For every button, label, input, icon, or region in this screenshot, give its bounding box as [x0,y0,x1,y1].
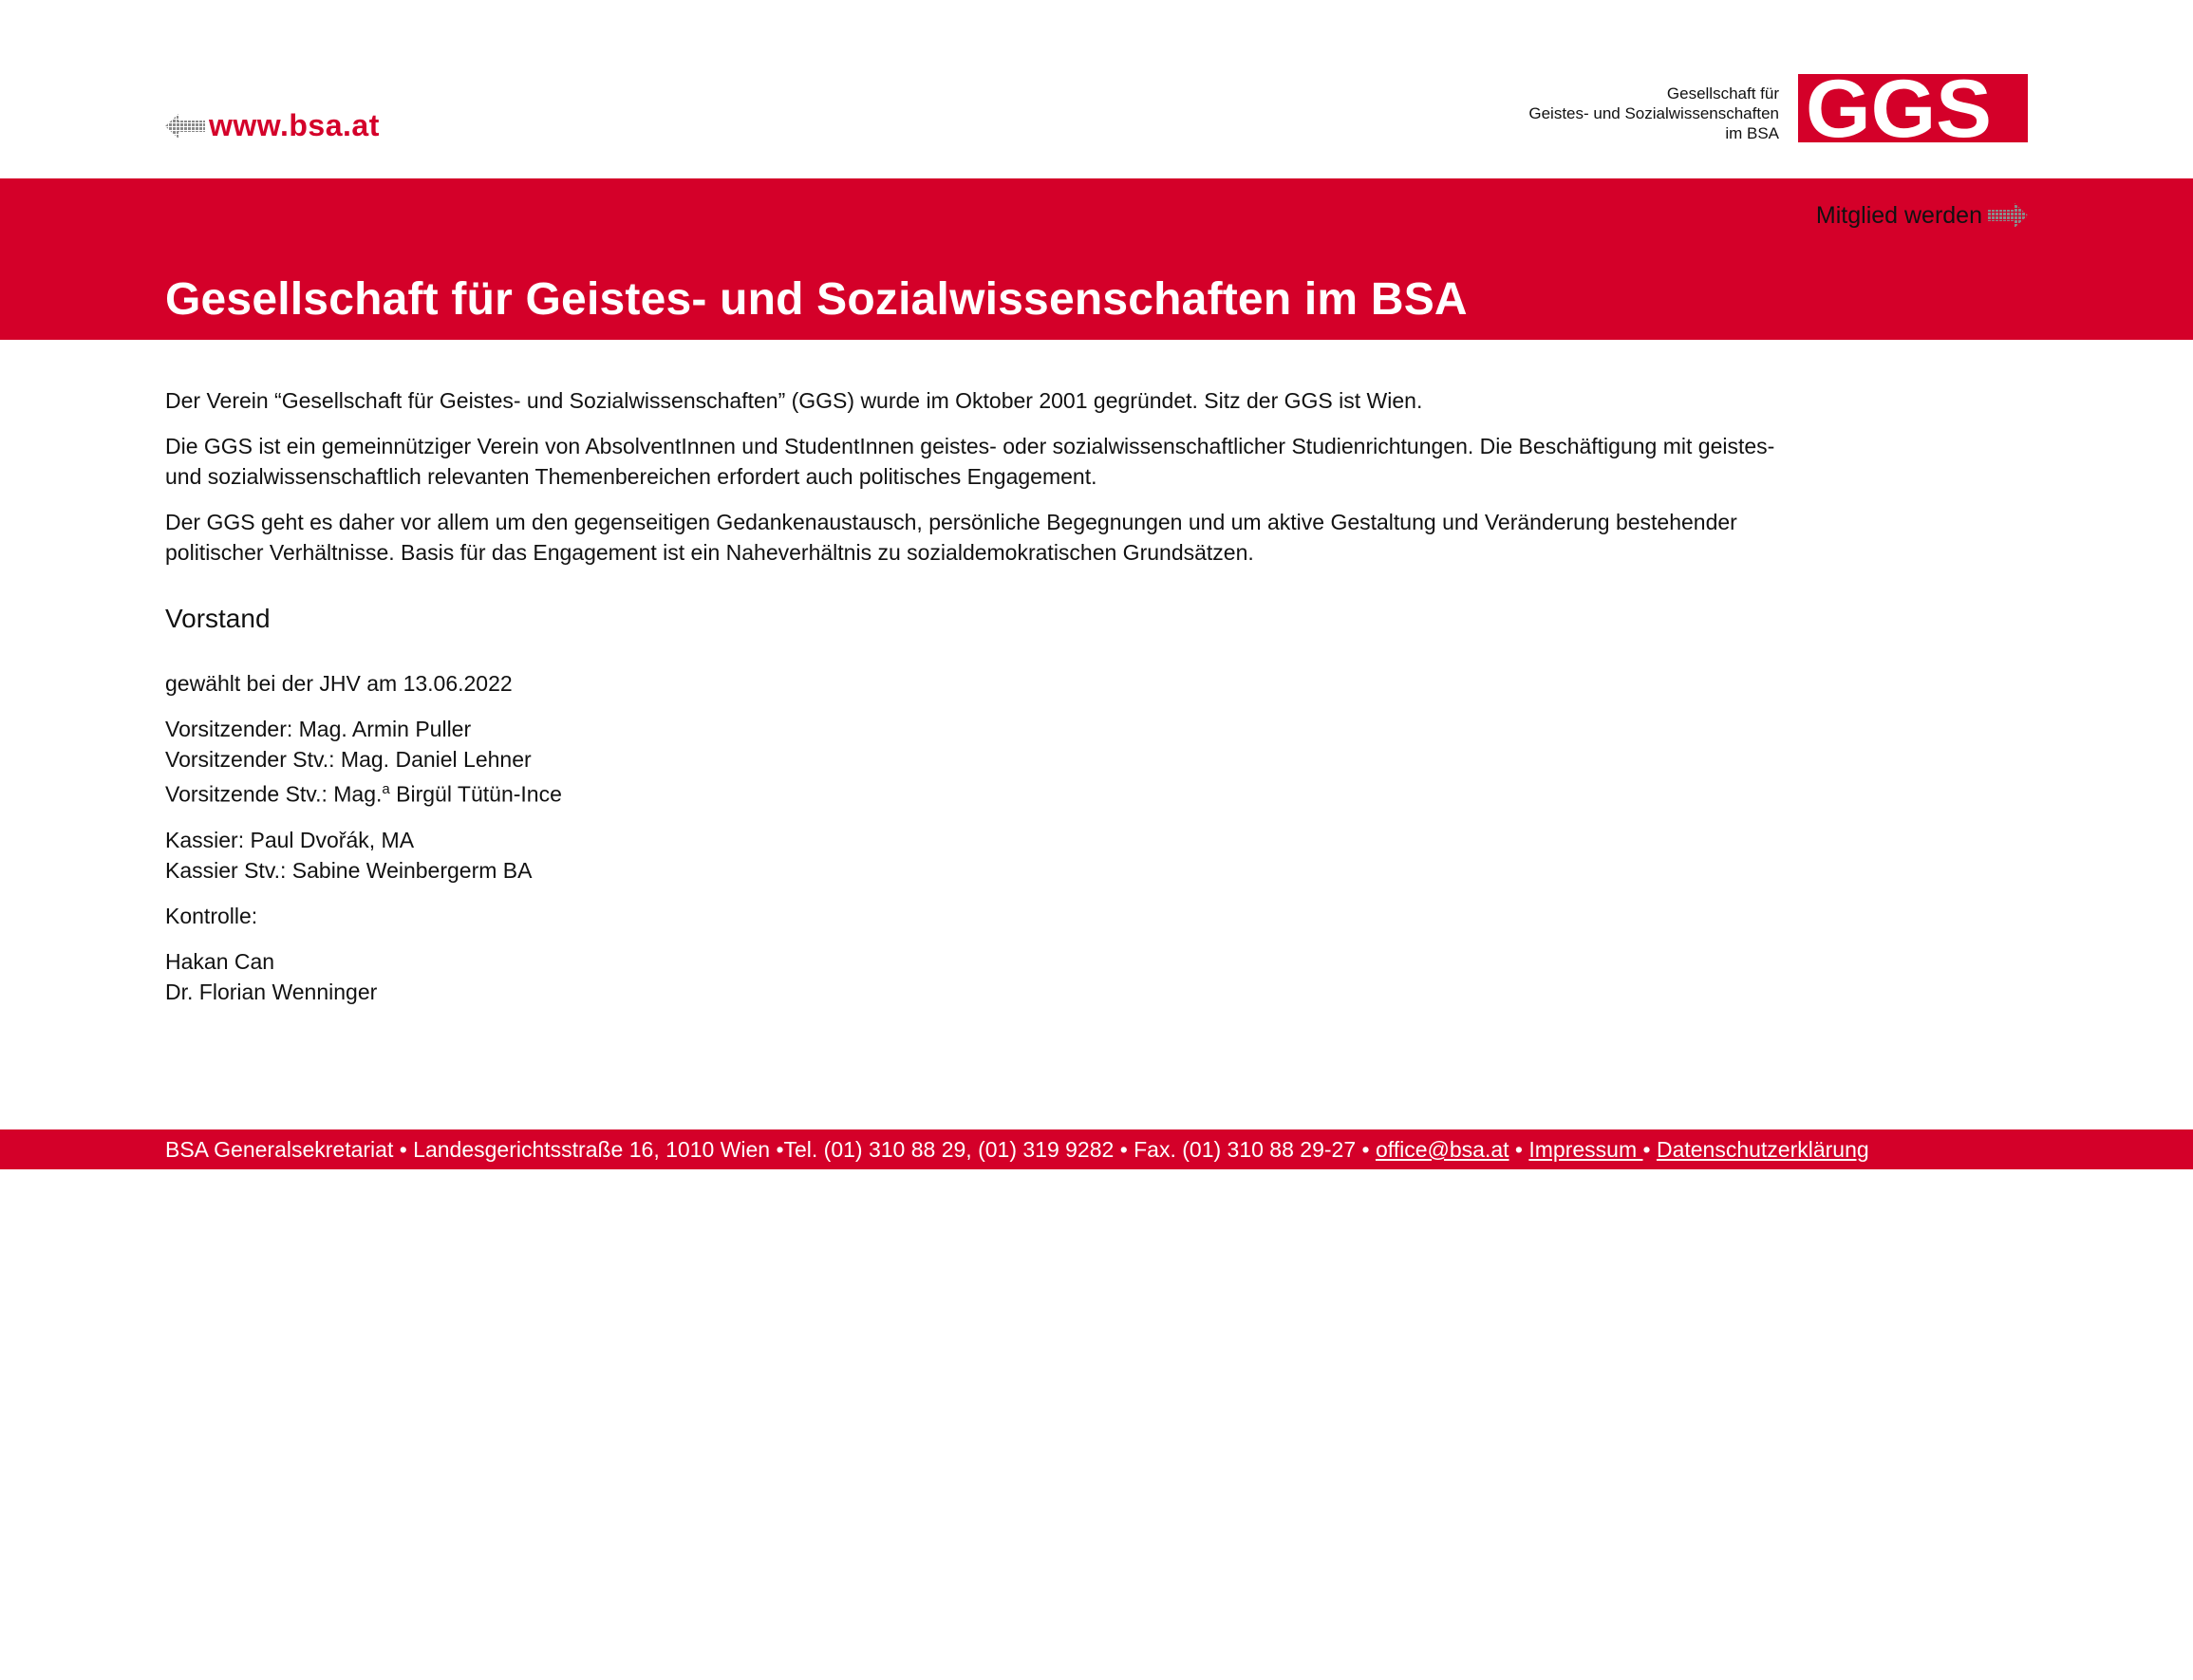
footer-impressum-link[interactable]: Impressum [1528,1137,1643,1162]
become-member-link[interactable] [1816,201,2028,230]
paragraph-line: politischer Verhältnisse. Basis für das Engagement ist ein Naheverhältnis zu sozialdemokratischen Grundsätzen. [165,540,1254,565]
control-member: Dr. Florian Wenninger [165,979,378,1004]
footer-privacy-link[interactable]: Datenschutzerklärung [1656,1137,1869,1162]
bsa-link-text: www.bsa.at [209,108,380,142]
footer-separator: • [1642,1137,1657,1162]
board-control-label: Kontrolle: [165,903,258,928]
vice-chair-2-prefix: Vorsitzende Stv.: Mag. [165,781,383,807]
vice-chair-2-sup: a [382,781,390,797]
ggs-logo[interactable] [1528,74,2028,143]
right-arrow-icon [1988,201,2028,230]
paragraph-line: und sozialwissenschaftlich relevanten Themenbereichen erfordert auch politisches Engagement. [165,464,1097,489]
board-control-members [165,946,1988,1007]
board-heading: Vorstand [165,604,271,633]
left-arrow-icon [165,112,205,140]
ggs-logo-mark [1798,74,2028,142]
become-member-label: Mitglied werden [1815,201,1982,229]
board-chairs [165,714,1988,810]
footer-address: BSA Generalsekretariat • Landesgerichtsstraße 16, 1010 Wien •Tel. (01) 310 88 29, (01) 319 9282 • Fax. (01) 310 88 29-27 • [165,1137,1376,1162]
logo-caption [1528,84,1779,143]
board-treasurer: Kassier: Paul Dvořák, MA [165,827,415,852]
board-vice-treasurer: Kassier Stv.: Sabine Weinbergerm BA [165,857,533,883]
paragraph-line: Der GGS geht es daher vor allem um den gegenseitigen Gedankenaustausch, persönliche Begegnungen und um aktive Gestaltung und Veränderung bestehender [165,510,1737,534]
top-header [0,0,2193,178]
footer-text [165,1135,1869,1164]
title-banner [0,178,2193,340]
footer-separator: • [1509,1137,1529,1162]
logo-caption-line: im BSA [1725,124,1779,142]
page-title: Gesellschaft für Geistes- und Sozialwissenschaften im BSA [165,274,1468,325]
control-member: Hakan Can [165,948,275,974]
logo-mark-text: GGS [1806,74,1992,142]
logo-caption-line: Gesellschaft für [1666,84,1779,103]
logo-caption-line: Geistes- und Sozialwissenschaften [1528,104,1779,122]
bsa-home-link[interactable] [165,108,380,143]
main-content [165,385,1988,1022]
paragraph-line: Die GGS ist ein gemeinnütziger Verein von AbsolventInnen und StudentInnen geistes- oder sozialwissenschaftlicher Studienrichtungen. Die Beschäftigung mit geistes- [165,434,1775,458]
board-vice-chair-2 [165,775,1988,810]
footer-bar [0,1129,2193,1169]
vice-chair-2-name: Birgül Tütün-Ince [389,781,562,807]
intro-paragraph-1: Der Verein “Gesellschaft für Geistes- und Sozialwissenschaften” (GGS) wurde im Oktober 2001 gegründet. Sitz der GGS ist Wien. [165,388,1423,413]
intro-paragraph-3 [165,507,1988,568]
board-vice-chair: Vorsitzender Stv.: Mag. Daniel Lehner [165,747,532,772]
board-chair: Vorsitzender: Mag. Armin Puller [165,717,472,741]
board-treasurers [165,825,1988,886]
intro-paragraph-2 [165,431,1988,492]
board-elected-date: gewählt bei der JHV am 13.06.2022 [165,671,513,696]
footer-email-link[interactable]: office@bsa.at [1375,1137,1509,1162]
